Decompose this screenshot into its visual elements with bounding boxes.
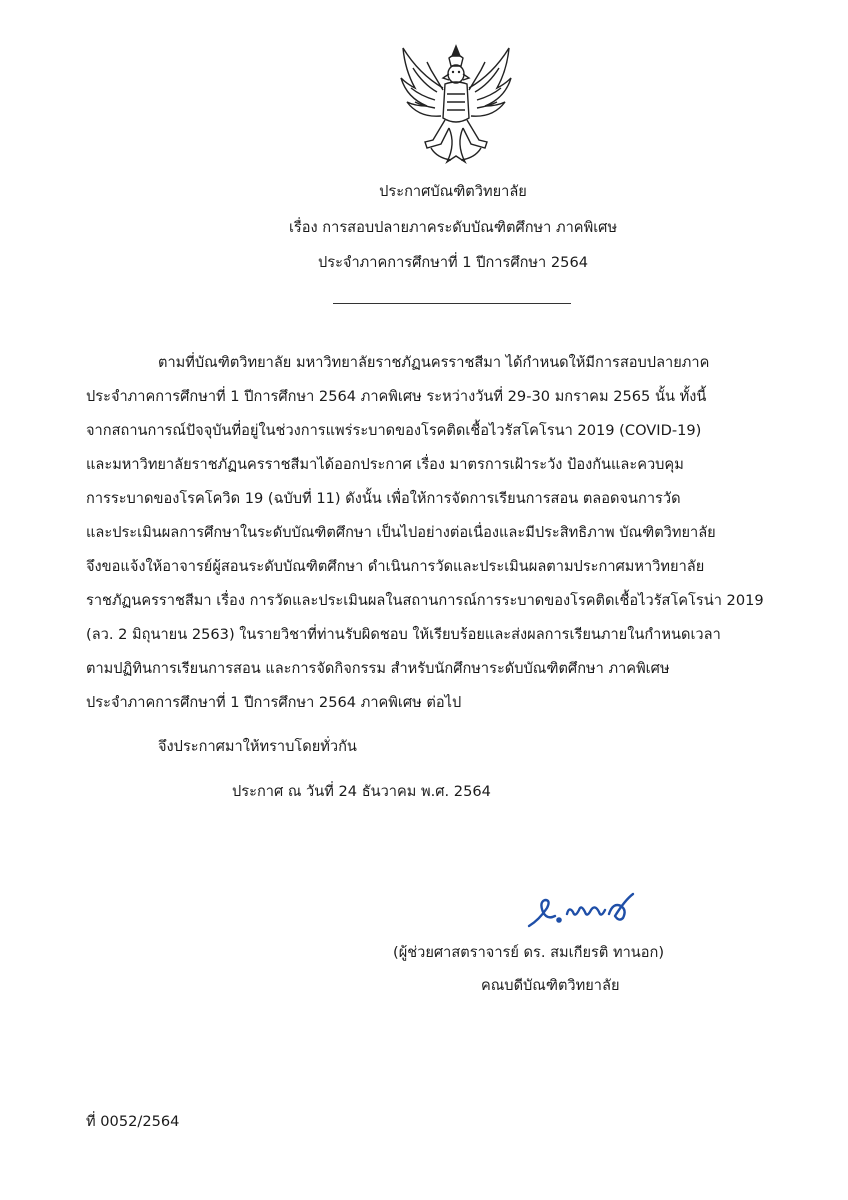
body-line: ประจำภาคการศึกษาที่ 1 ปีการศึกษา 2564 ภาคพิเศษ ต่อไป bbox=[86, 694, 462, 711]
body-line: ตามปฏิทินการเรียนการสอน และการจัดกิจกรรม สำหรับนักศึกษาระดับบัณฑิตศึกษา ภาคพิเศษ bbox=[86, 660, 670, 677]
body-line: ราชภัฏนครราชสีมา เรื่อง การวัดและประเมินผลในสถานการณ์การระบาดของโรคติดเชื้อไวรัสโคโรน่า 2019 bbox=[86, 592, 764, 609]
announcement-org: ประกาศบัณฑิตวิทยาลัย bbox=[379, 183, 527, 200]
body-line: (ลว. 2 มิถุนายน 2563) ในรายวิชาที่ท่านรับผิดชอบ ให้เรียบร้อยและส่งผลการเรียนภายในกำหนดเวลา bbox=[86, 626, 721, 643]
body-line: ประจำภาคการศึกษาที่ 1 ปีการศึกษา 2564 ภาคพิเศษ ระหว่างวันที่ 29-30 มกราคม 2565 นั้น ทั้งนี้ bbox=[86, 388, 707, 405]
body-line: และประเมินผลการศึกษาในระดับบัณฑิตศึกษา เป็นไปอย่างต่อเนื่องและมีประสิทธิภาพ บัณฑิตวิทยาลัย bbox=[86, 524, 716, 541]
body-line: การระบาดของโรคโควิด 19 (ฉบับที่ 11) ดังนั้น เพื่อให้การจัดการเรียนการสอน ตลอดจนการวัด bbox=[86, 490, 681, 507]
handwritten-signature-icon bbox=[525, 890, 637, 930]
announcement-subject: เรื่อง การสอบปลายภาคระดับบัณฑิตศึกษา ภาคพิเศษ bbox=[288, 219, 618, 236]
signatory-name: (ผู้ช่วยศาสตราจารย์ ดร. สมเกียรติ ทานอก) bbox=[393, 944, 665, 961]
body-line: จากสถานการณ์ปัจจุบันที่อยู่ในช่วงการแพร่ระบาดของโรคติดเชื้อไวรัสโคโรนา 2019 (COVID-19) bbox=[86, 422, 702, 439]
body-line: จึงขอแจ้งให้อาจารย์ผู้สอนระดับบัณฑิตศึกษา ดำเนินการวัดและประเมินผลตามประกาศมหาวิทยาลัย bbox=[86, 558, 705, 575]
signatory-title: คณบดีบัณฑิตวิทยาลัย bbox=[481, 977, 620, 994]
closing-statement: จึงประกาศมาให้ทราบโดยทั่วกัน bbox=[158, 738, 357, 755]
garuda-emblem-icon bbox=[397, 44, 515, 168]
body-line: ตามที่บัณฑิตวิทยาลัย มหาวิทยาลัยราชภัฏนครราชสีมา ได้กำหนดให้มีการสอบปลายภาค bbox=[158, 354, 710, 371]
body-line: และมหาวิทยาลัยราชภัฏนครราชสีมาได้ออกประกาศ เรื่อง มาตรการเฝ้าระวัง ป้องกันและควบคุม bbox=[86, 456, 684, 473]
announcement-term: ประจำภาคการศึกษาที่ 1 ปีการศึกษา 2564 bbox=[317, 254, 589, 271]
reference-number: ที่ 0052/2564 bbox=[86, 1113, 180, 1130]
announcement-date: ประกาศ ณ วันที่ 24 ธันวาคม พ.ศ. 2564 bbox=[232, 783, 491, 800]
header-divider bbox=[333, 303, 571, 304]
